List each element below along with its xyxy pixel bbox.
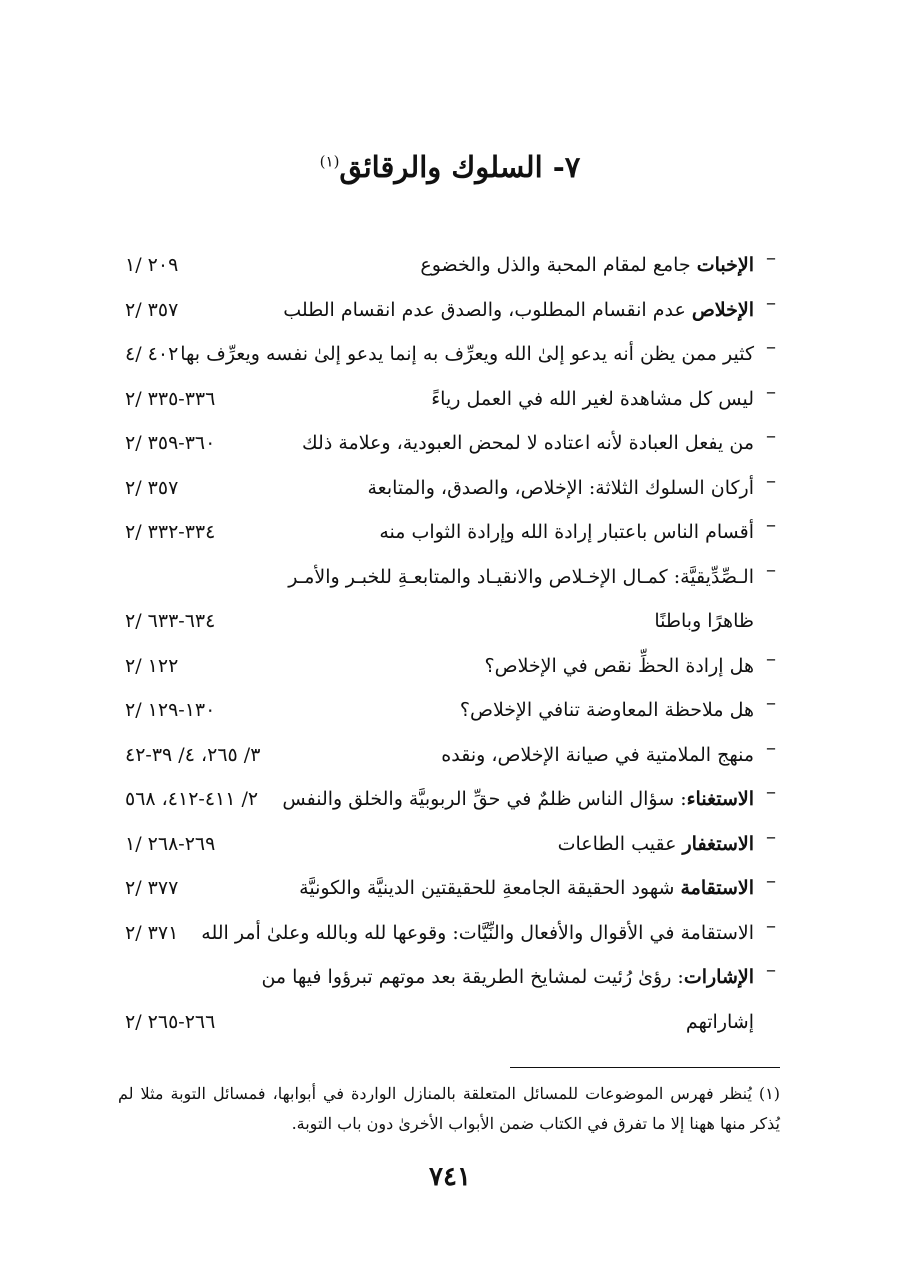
entry-text <box>324 822 754 867</box>
entry-description-continued: ظاهرًا وباطنًا <box>654 610 754 632</box>
entry-description: عدم انقسام المطلوب، والصدق عدم انقسام الطلب <box>283 298 692 321</box>
entry-bullet: – <box>766 467 776 492</box>
entry-reference: ٢/ ٤١١-٤١٢، ٥٦٨ <box>125 788 259 810</box>
entry-bullet: – <box>766 423 776 447</box>
entry-keyword: الاستقامة <box>680 877 754 899</box>
entry-bullet: – <box>766 378 776 403</box>
entry-description: هل إرادة الحظِّ نقص في الإخلاص؟ <box>484 654 754 677</box>
entry-bullet: – <box>766 245 776 269</box>
entry-description: : رؤىٰ رُئيت لمشايخ الطريقة بعد موتهم تبرؤوا فيها من <box>261 966 684 988</box>
index-entry <box>125 510 780 555</box>
entry-keyword: الاستغفار <box>682 832 754 855</box>
page-number: ٧٤١ <box>429 1162 471 1192</box>
index-entry <box>125 644 780 689</box>
index-entry <box>125 911 780 956</box>
index-entry <box>125 466 780 511</box>
entry-description: : سؤال الناس ظلمٌ في حقِّ الربوبيَّة والخلق والنفس <box>282 788 687 810</box>
section-title-text: السلوك والرقائق <box>339 150 543 184</box>
entry-text <box>283 288 754 333</box>
entry-reference: ٣٧٧ /٢ <box>125 877 179 899</box>
entry-reference: ٣٣٤-٣٣٢ /٢ <box>125 521 216 543</box>
entry-reference: ٢٦٩-٢٦٨ /١ <box>125 832 216 855</box>
entry-reference: ٣٦٠-٣٥٩ /٢ <box>125 432 216 454</box>
entry-reference: ٣٥٧ /٢ <box>125 298 179 321</box>
entry-reference: ٣٧١ /٢ <box>125 921 179 944</box>
entry-text <box>302 421 754 466</box>
entry-reference: ٣/ ٢٦٥، ٤/ ٣٩-٤٢ <box>125 743 261 766</box>
entry-description: الـصِّدِّيقيَّة: كمـال الإخـلاص والانقيـاد والمتابعـةِ للخبـر والأمـر <box>288 565 754 588</box>
index-entries <box>125 243 780 1044</box>
entry-text <box>324 466 754 511</box>
entry-description: عقيب الطاعات <box>557 832 683 855</box>
entry-text <box>324 377 754 422</box>
entry-bullet: – <box>766 823 776 848</box>
index-entry <box>125 555 780 644</box>
entry-text <box>324 644 754 689</box>
entry-bullet: – <box>766 868 776 892</box>
entry-bullet: – <box>766 645 776 670</box>
entry-reference: ٦٣٤-٦٣٣ /٢ <box>125 610 216 632</box>
entry-reference: ٣٣٦-٣٣٥ /٢ <box>125 387 216 410</box>
entry-description: هل ملاحظة المعاوضة تنافي الإخلاص؟ <box>459 699 754 721</box>
entry-keyword: الإخبات <box>696 254 754 276</box>
entry-reference: ٣٥٧ /٢ <box>125 476 179 499</box>
entry-bullet: – <box>766 912 776 937</box>
entry-bullet: – <box>766 690 776 714</box>
index-entry <box>125 688 780 733</box>
entry-text <box>282 777 754 822</box>
index-entry <box>125 777 780 822</box>
index-entry <box>125 733 780 778</box>
footnote: (١) يُنظر فهرس الموضوعات للمسائل المتعلقة بالمنازل الواردة في أبوابها، فمسائل التوبة مثلا لم يُذكر منها ههنا إلا ما تفرق في الكتاب ضمن الأبواب الأخرىٰ دون باب التوبة. <box>118 1084 780 1133</box>
entry-description: الاستقامة في الأقوال والأفعال والنِّيَّات: وقوعها لله وبالله وعلىٰ أمر الله <box>201 921 754 944</box>
entry-description: جامع لمقام المحبة والذل والخضوع <box>420 254 697 276</box>
entry-description: ليس كل مشاهدة لغير الله في العمل رياءً <box>431 387 754 410</box>
entry-description-continued: إشاراتهم <box>685 1010 754 1033</box>
footnote-mark: (١) <box>319 152 340 171</box>
entry-reference: ٤٠٢ /٤ <box>125 343 179 365</box>
entry-bullet: – <box>766 779 776 803</box>
section-title <box>0 150 900 184</box>
index-entry <box>125 421 780 466</box>
entry-keyword: الاستغناء <box>686 788 754 810</box>
entry-text <box>324 733 754 778</box>
entry-description: منهج الملامتية في صيانة الإخلاص، ونقده <box>441 743 754 766</box>
section-number: ٧- <box>552 150 581 184</box>
index-entry <box>125 955 780 1044</box>
entry-description: أركان السلوك الثلاثة: الإخلاص، والصدق، والمتابعة <box>367 476 754 499</box>
entry-description: من يفعل العبادة لأنه اعتاده لا لمحض العبودية، وعلامة ذلك <box>302 432 754 454</box>
index-entry <box>125 288 780 333</box>
entry-keyword: الإشارات <box>683 966 754 988</box>
entry-reference: ٢٠٩ /١ <box>125 254 179 276</box>
entry-bullet: – <box>766 334 776 358</box>
entry-text <box>299 866 754 911</box>
entry-reference: ١٢٢ /٢ <box>125 654 179 677</box>
entry-bullet: – <box>766 289 776 314</box>
index-entry <box>125 822 780 867</box>
entry-text <box>324 510 754 555</box>
entry-bullet: – <box>766 734 776 759</box>
entry-text <box>201 911 754 956</box>
entry-keyword: الإخلاص <box>691 298 754 321</box>
entry-text <box>324 688 754 733</box>
entry-bullet: – <box>766 512 776 536</box>
entry-bullet: – <box>766 957 776 981</box>
entry-bullet: – <box>766 556 776 581</box>
index-entry <box>125 377 780 422</box>
entry-description: أقسام الناس باعتبار إرادة الله وإرادة الثواب منه <box>379 521 754 543</box>
entry-reference: ٢٦٦-٢٦٥ /٢ <box>125 1010 216 1033</box>
index-entry <box>125 243 780 288</box>
footnote-divider <box>510 1067 780 1068</box>
entry-description: شهود الحقيقة الجامعةِ للحقيقتين الدينيَّة والكونيَّة <box>299 877 681 899</box>
index-entry <box>125 866 780 911</box>
entry-reference: ١٣٠-١٢٩ /٢ <box>125 699 216 721</box>
entry-text <box>324 243 754 288</box>
entry-text <box>180 332 754 377</box>
entry-description: كثير ممن يظن أنه يدعو إلىٰ الله ويعرِّف به إنما يدعو إلىٰ نفسه ويعرِّف بها <box>180 343 754 365</box>
index-entry <box>125 332 780 377</box>
